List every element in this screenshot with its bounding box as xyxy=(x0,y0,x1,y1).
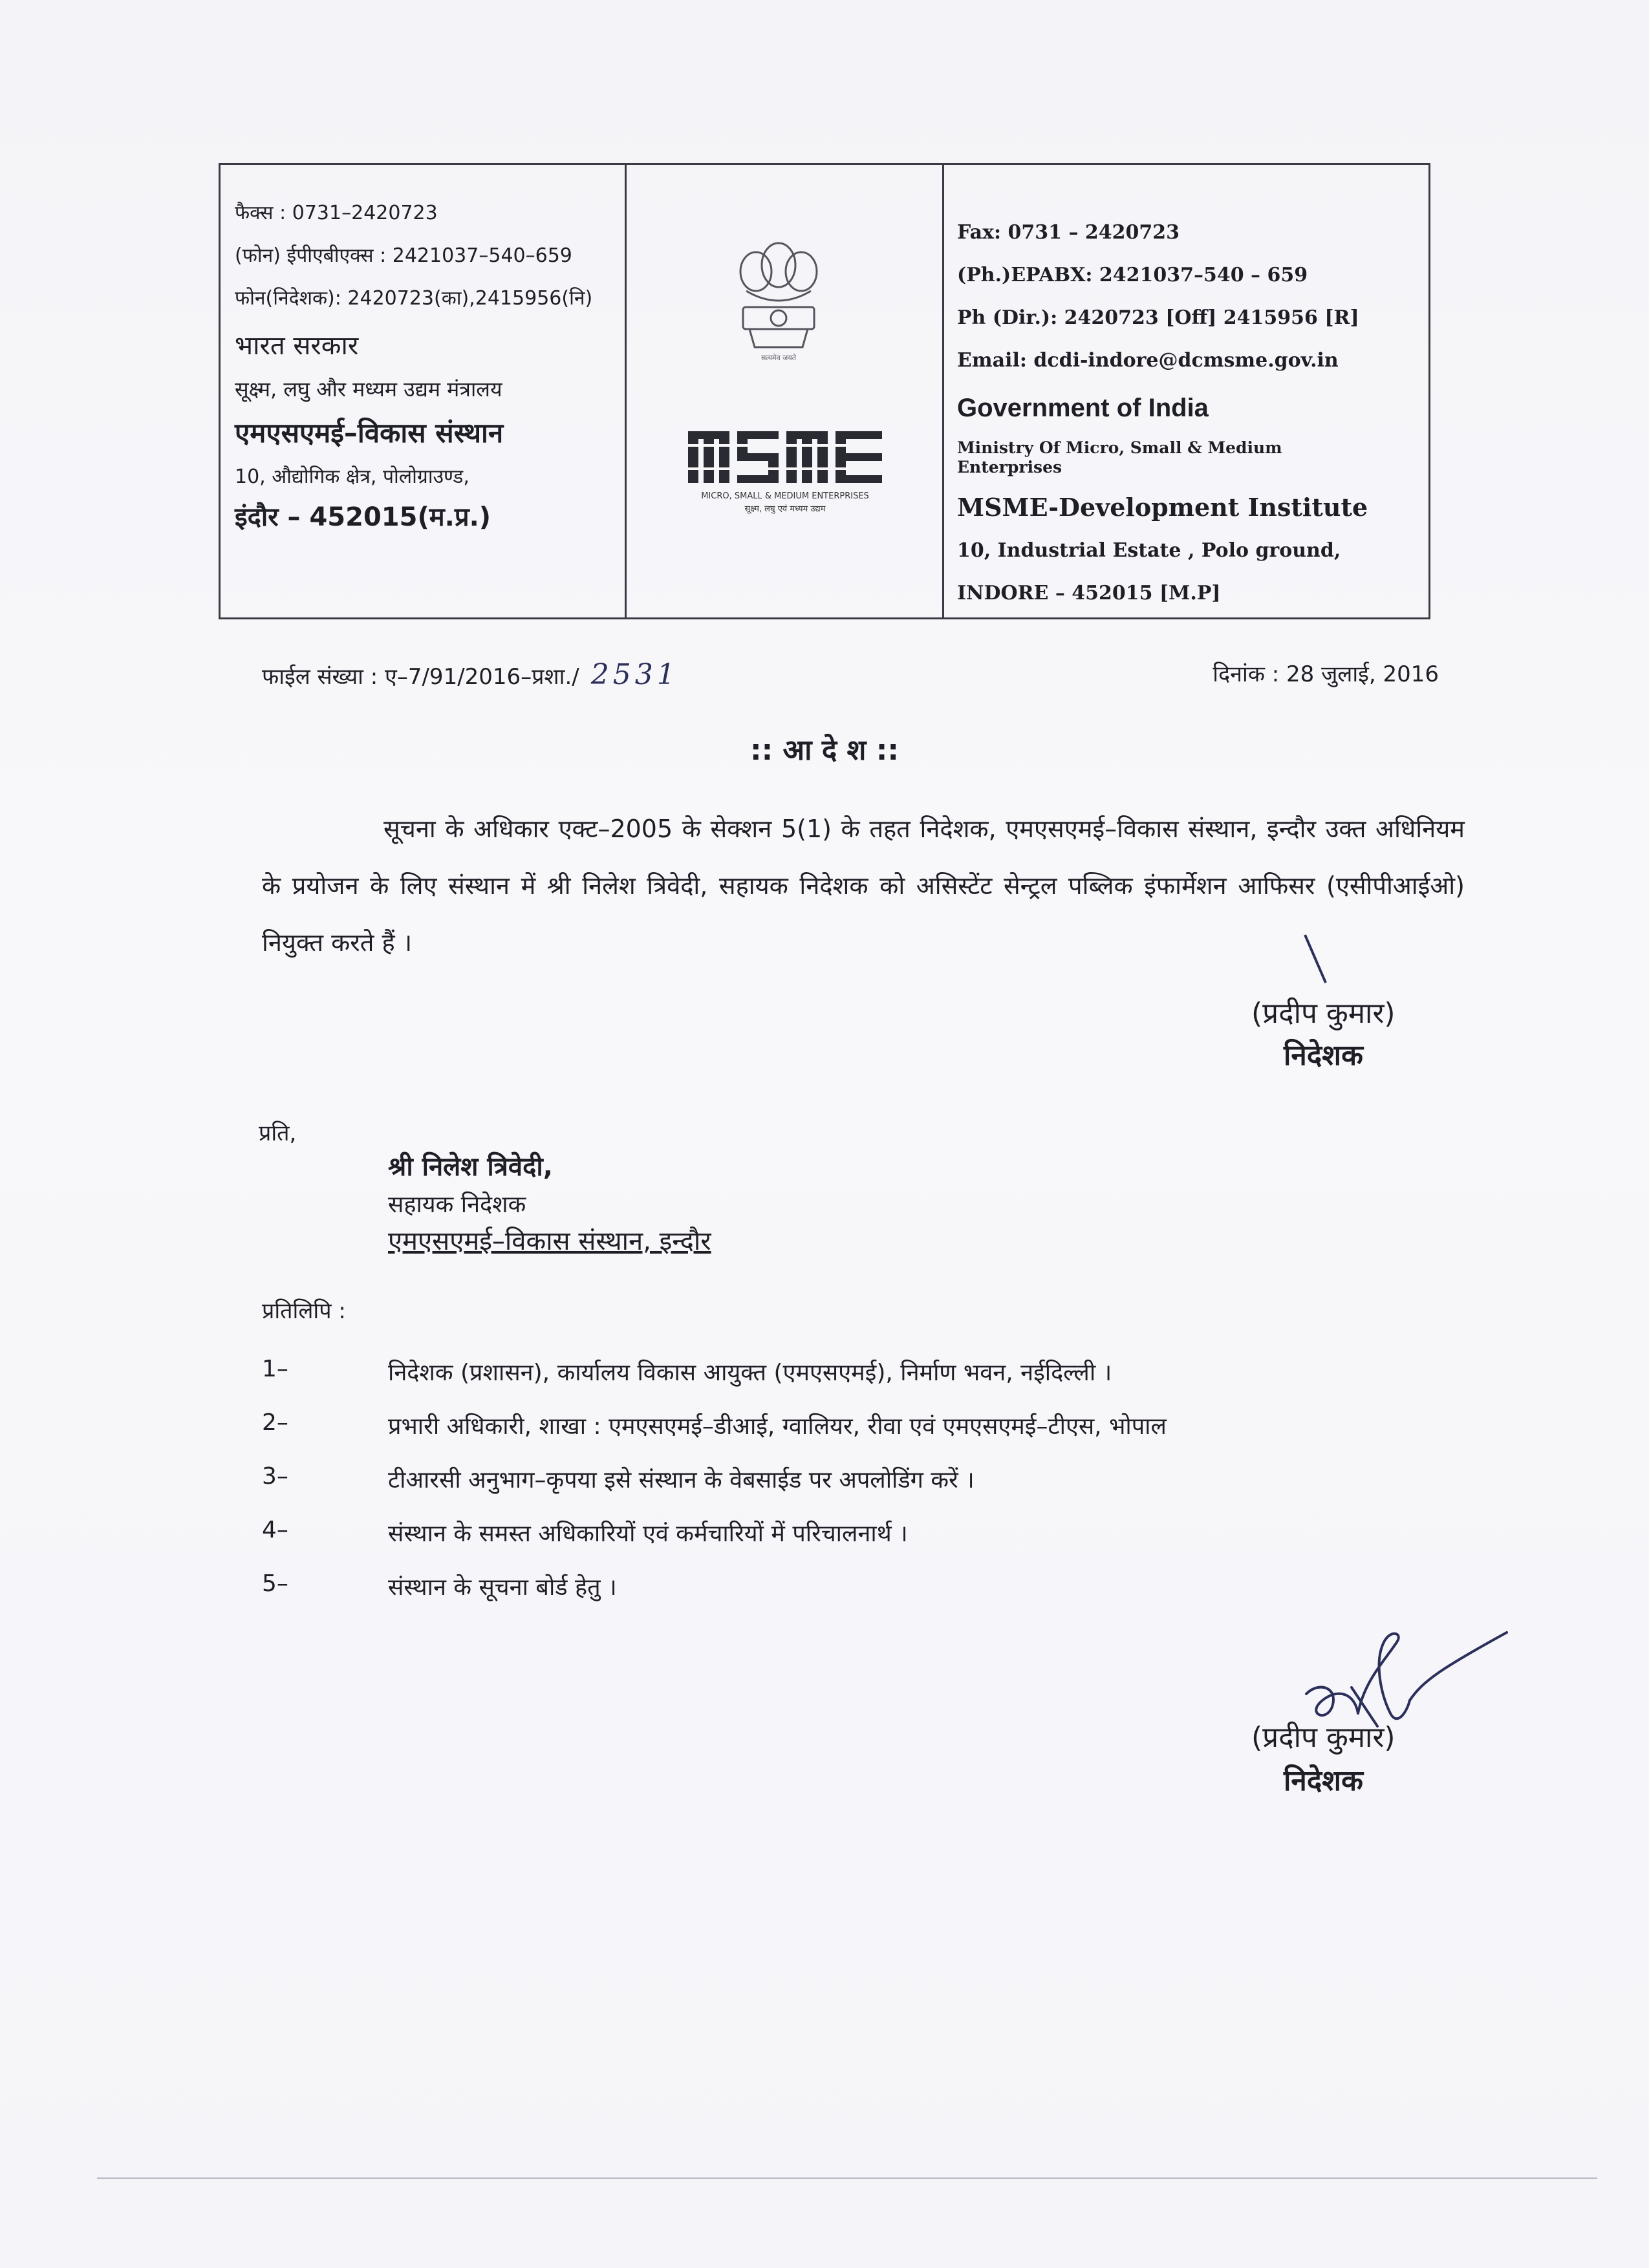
copy-text: संस्थान के सूचना बोर्ड हेतु । xyxy=(388,1574,617,1601)
to-label: प्रति, xyxy=(259,1120,297,1146)
handwritten-number: 2531 xyxy=(590,658,679,691)
logo-caption-hindi: सूक्ष्म, लघु एवं मध्यम उद्यम xyxy=(744,504,826,514)
copy-to-label: प्रतिलिपि : xyxy=(262,1298,346,1324)
emblem-caption: सत्यमेव जयते xyxy=(760,354,797,362)
city-english: INDORE – 452015 [M.P] xyxy=(957,582,1221,604)
letterhead-english xyxy=(944,165,1428,617)
ministry-hindi: सूक्ष्म, लघु और मध्यम उद्यम मंत्रालय xyxy=(235,377,502,401)
phone-director-hindi: फोन(निदेशक): 2420723(का),2415956(नि) xyxy=(235,287,593,310)
copy-number: 2– xyxy=(262,1409,288,1436)
institute-english: MSME-Development Institute xyxy=(957,493,1368,522)
copy-number: 1– xyxy=(262,1356,288,1382)
email-english: Email: dcdi-indore@dcmsme.gov.in xyxy=(957,349,1339,372)
pen-tick-icon xyxy=(1300,931,1339,989)
phone-hindi: (फोन) ईपीएबीएक्स : 2421037–540–659 xyxy=(235,244,572,267)
fax-english: Fax: 0731 – 2420723 xyxy=(957,221,1180,244)
list-item xyxy=(262,1409,1167,1441)
copy-number: 5– xyxy=(262,1570,288,1597)
government-english: Government of India xyxy=(957,394,1209,422)
fax-hindi: फैक्स : 0731–2420723 xyxy=(235,202,438,224)
list-item xyxy=(262,1570,617,1602)
recipient-office: एमएसएमई–विकास संस्थान, इन्दौर xyxy=(388,1226,711,1256)
signatory-designation-1: निदेशक xyxy=(1284,1039,1363,1072)
file-number xyxy=(262,658,679,691)
copy-text: टीआरसी अनुभाग–कृपया इसे संस्थान के वेबसाईड पर अपलोडिंग करें । xyxy=(388,1467,975,1493)
address-english: 10, Industrial Estate , Polo ground, xyxy=(957,539,1341,562)
letterhead-hindi xyxy=(221,165,627,617)
logo-caption: MICRO, SMALL & MEDIUM ENTERPRISES xyxy=(701,491,869,501)
recipient-designation: सहायक निदेशक xyxy=(388,1192,526,1218)
signatory-designation-2: निदेशक xyxy=(1284,1764,1363,1797)
phone-english: (Ph.)EPABX: 2421037–540 – 659 xyxy=(957,264,1308,286)
institute-hindi: एमएसएमई–विकास संस्थान xyxy=(235,417,504,449)
letterhead-logos xyxy=(627,165,944,617)
copy-number: 4– xyxy=(262,1517,288,1543)
letterhead xyxy=(219,163,1430,619)
copy-number: 3– xyxy=(262,1463,288,1490)
national-emblem-icon xyxy=(724,236,834,365)
file-number-text: फाईल संख्या : ए–7/91/2016–प्रशा./ xyxy=(262,664,579,690)
copy-text: प्रभारी अधिकारी, शाखा : एमएसएमई–डीआई, ग्वालियर, रीवा एवं एमएसएमई–टीएस, भोपाल xyxy=(388,1413,1167,1440)
letter-date: दिनांक : 28 जुलाई, 2016 xyxy=(1212,661,1439,687)
list-item xyxy=(262,1517,908,1548)
page-edge-line xyxy=(97,2177,1597,2179)
signatory-name-2: (प्रदीप कुमार) xyxy=(1251,1721,1396,1754)
signatory-name-1: (प्रदीप कुमार) xyxy=(1251,997,1396,1030)
list-item xyxy=(262,1463,975,1495)
address-hindi: 10, औद्योगिक क्षेत्र, पोलोग्राउण्ड, xyxy=(235,465,469,488)
order-title: :: आ दे श :: xyxy=(750,734,899,767)
copy-text: निदेशक (प्रशासन), कार्यालय विकास आयुक्त (एमएसएमई), निर्माण भवन, नईदिल्ली । xyxy=(388,1360,1112,1386)
city-hindi: इंदौर – 452015(म.प्र.) xyxy=(235,502,491,532)
recipient-name: श्री निलेश त्रिवेदी, xyxy=(388,1152,553,1182)
copy-text: संस्थान के समस्त अधिकारियों एवं कर्मचारियों में परिचालनार्थ । xyxy=(388,1521,908,1547)
phone-director-english: Ph (Dir.): 2420723 [Off] 2415956 [R] xyxy=(957,306,1359,329)
order-body: सूचना के अधिकार एक्ट–2005 के सेक्शन 5(1) के तहत निदेशक, एमएसएमई–विकास संस्थान, इन्दौर उक्त अधिनियम के प्रयोजन के लिए संस्थान में श्री निलेश त्रिवेदी, सहायक निदेशक को असिस्टेंट सेन्ट्रल पब्लिक इंफार्मेशन आफिसर (एसीपीआईओ) नियुक्त करते हैं । xyxy=(262,815,1465,957)
list-item xyxy=(262,1356,1112,1387)
government-hindi: भारत सरकार xyxy=(235,331,359,361)
ministry-english: Ministry Of Micro, Small & Medium Enterprises xyxy=(957,438,1282,476)
